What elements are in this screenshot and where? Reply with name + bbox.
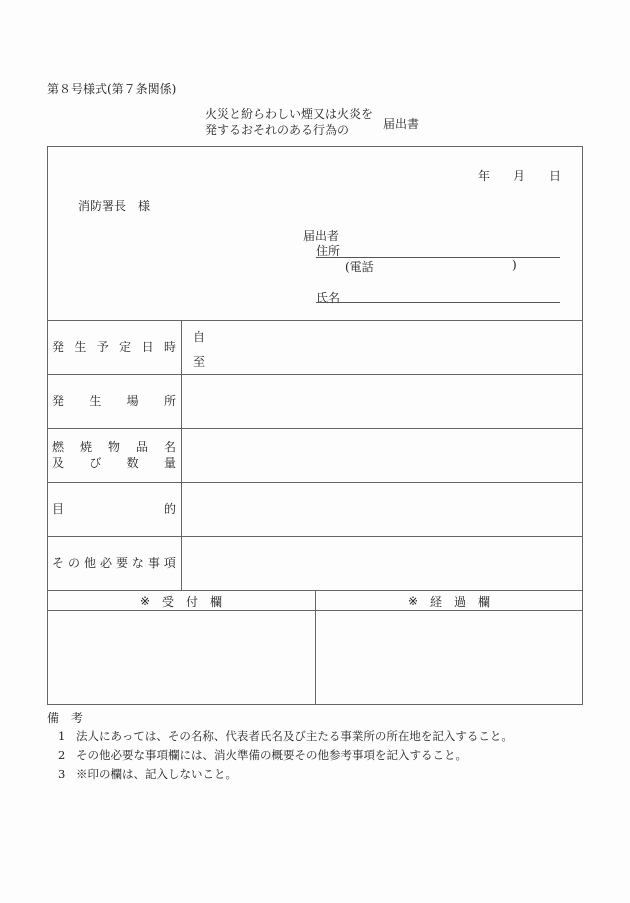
progress-box [317,612,581,703]
to-label: 至 [193,355,206,369]
form-number: 第８号様式(第７条関係) [47,82,177,96]
combustibles-field[interactable] [183,430,581,481]
date-day-field[interactable]: 日 [549,169,562,183]
datetime-to-field[interactable] [205,347,581,373]
progress-box-header: ※ 経 過 欄 [407,594,491,609]
row-label-other-matters: そ の 他 必 要 な 事 項 [52,556,176,570]
address-label: 住所 [316,244,341,258]
note-item: 3 ※印の欄は、記入しないこと。 [58,767,237,781]
note-item: 2 その他必要な事項欄には、消火準備の概要その他参考事項を記入すること。 [58,748,467,762]
purpose-field[interactable] [183,484,581,535]
label-column-divider [181,320,182,590]
datetime-from-field[interactable] [205,322,581,347]
other-matters-field[interactable] [183,538,581,589]
phone-label: (電話 [345,260,374,274]
row-label-combustibles: 燃 焼 物 品 名 及 び 数 量 [52,440,176,470]
addressee: 消防署長 様 [78,199,151,213]
notes-title: 備 考 [47,711,84,725]
date-year-field[interactable]: 年 [478,169,491,183]
date-month-field[interactable]: 月 [513,169,526,183]
note-item: 1 法人にあっては、その名称、代表者氏名及び主たる事業所の所在地を記入すること。 [58,729,513,743]
location-field[interactable] [183,376,581,427]
reception-box [49,612,313,703]
row-label-scheduled-datetime: 発 生 予 定 日 時 [52,340,176,354]
reception-box-header: ※ 受 付 欄 [139,594,223,609]
from-label: 自 [193,330,206,344]
name-field[interactable] [316,302,560,303]
title-suffix: 届出書 [383,117,420,131]
name-label: 氏名 [316,291,341,305]
title-line-2: 発するおそれのある行為の [205,123,350,137]
row-label-purpose: 目 的 [52,502,176,516]
phone-close-paren: ) [512,258,517,272]
title-line-1: 火災と紛らわしい煙又は火炎を [205,107,374,121]
applicant-label: 届出者 [303,229,340,243]
row-label-location: 発 生 場 所 [52,394,176,408]
